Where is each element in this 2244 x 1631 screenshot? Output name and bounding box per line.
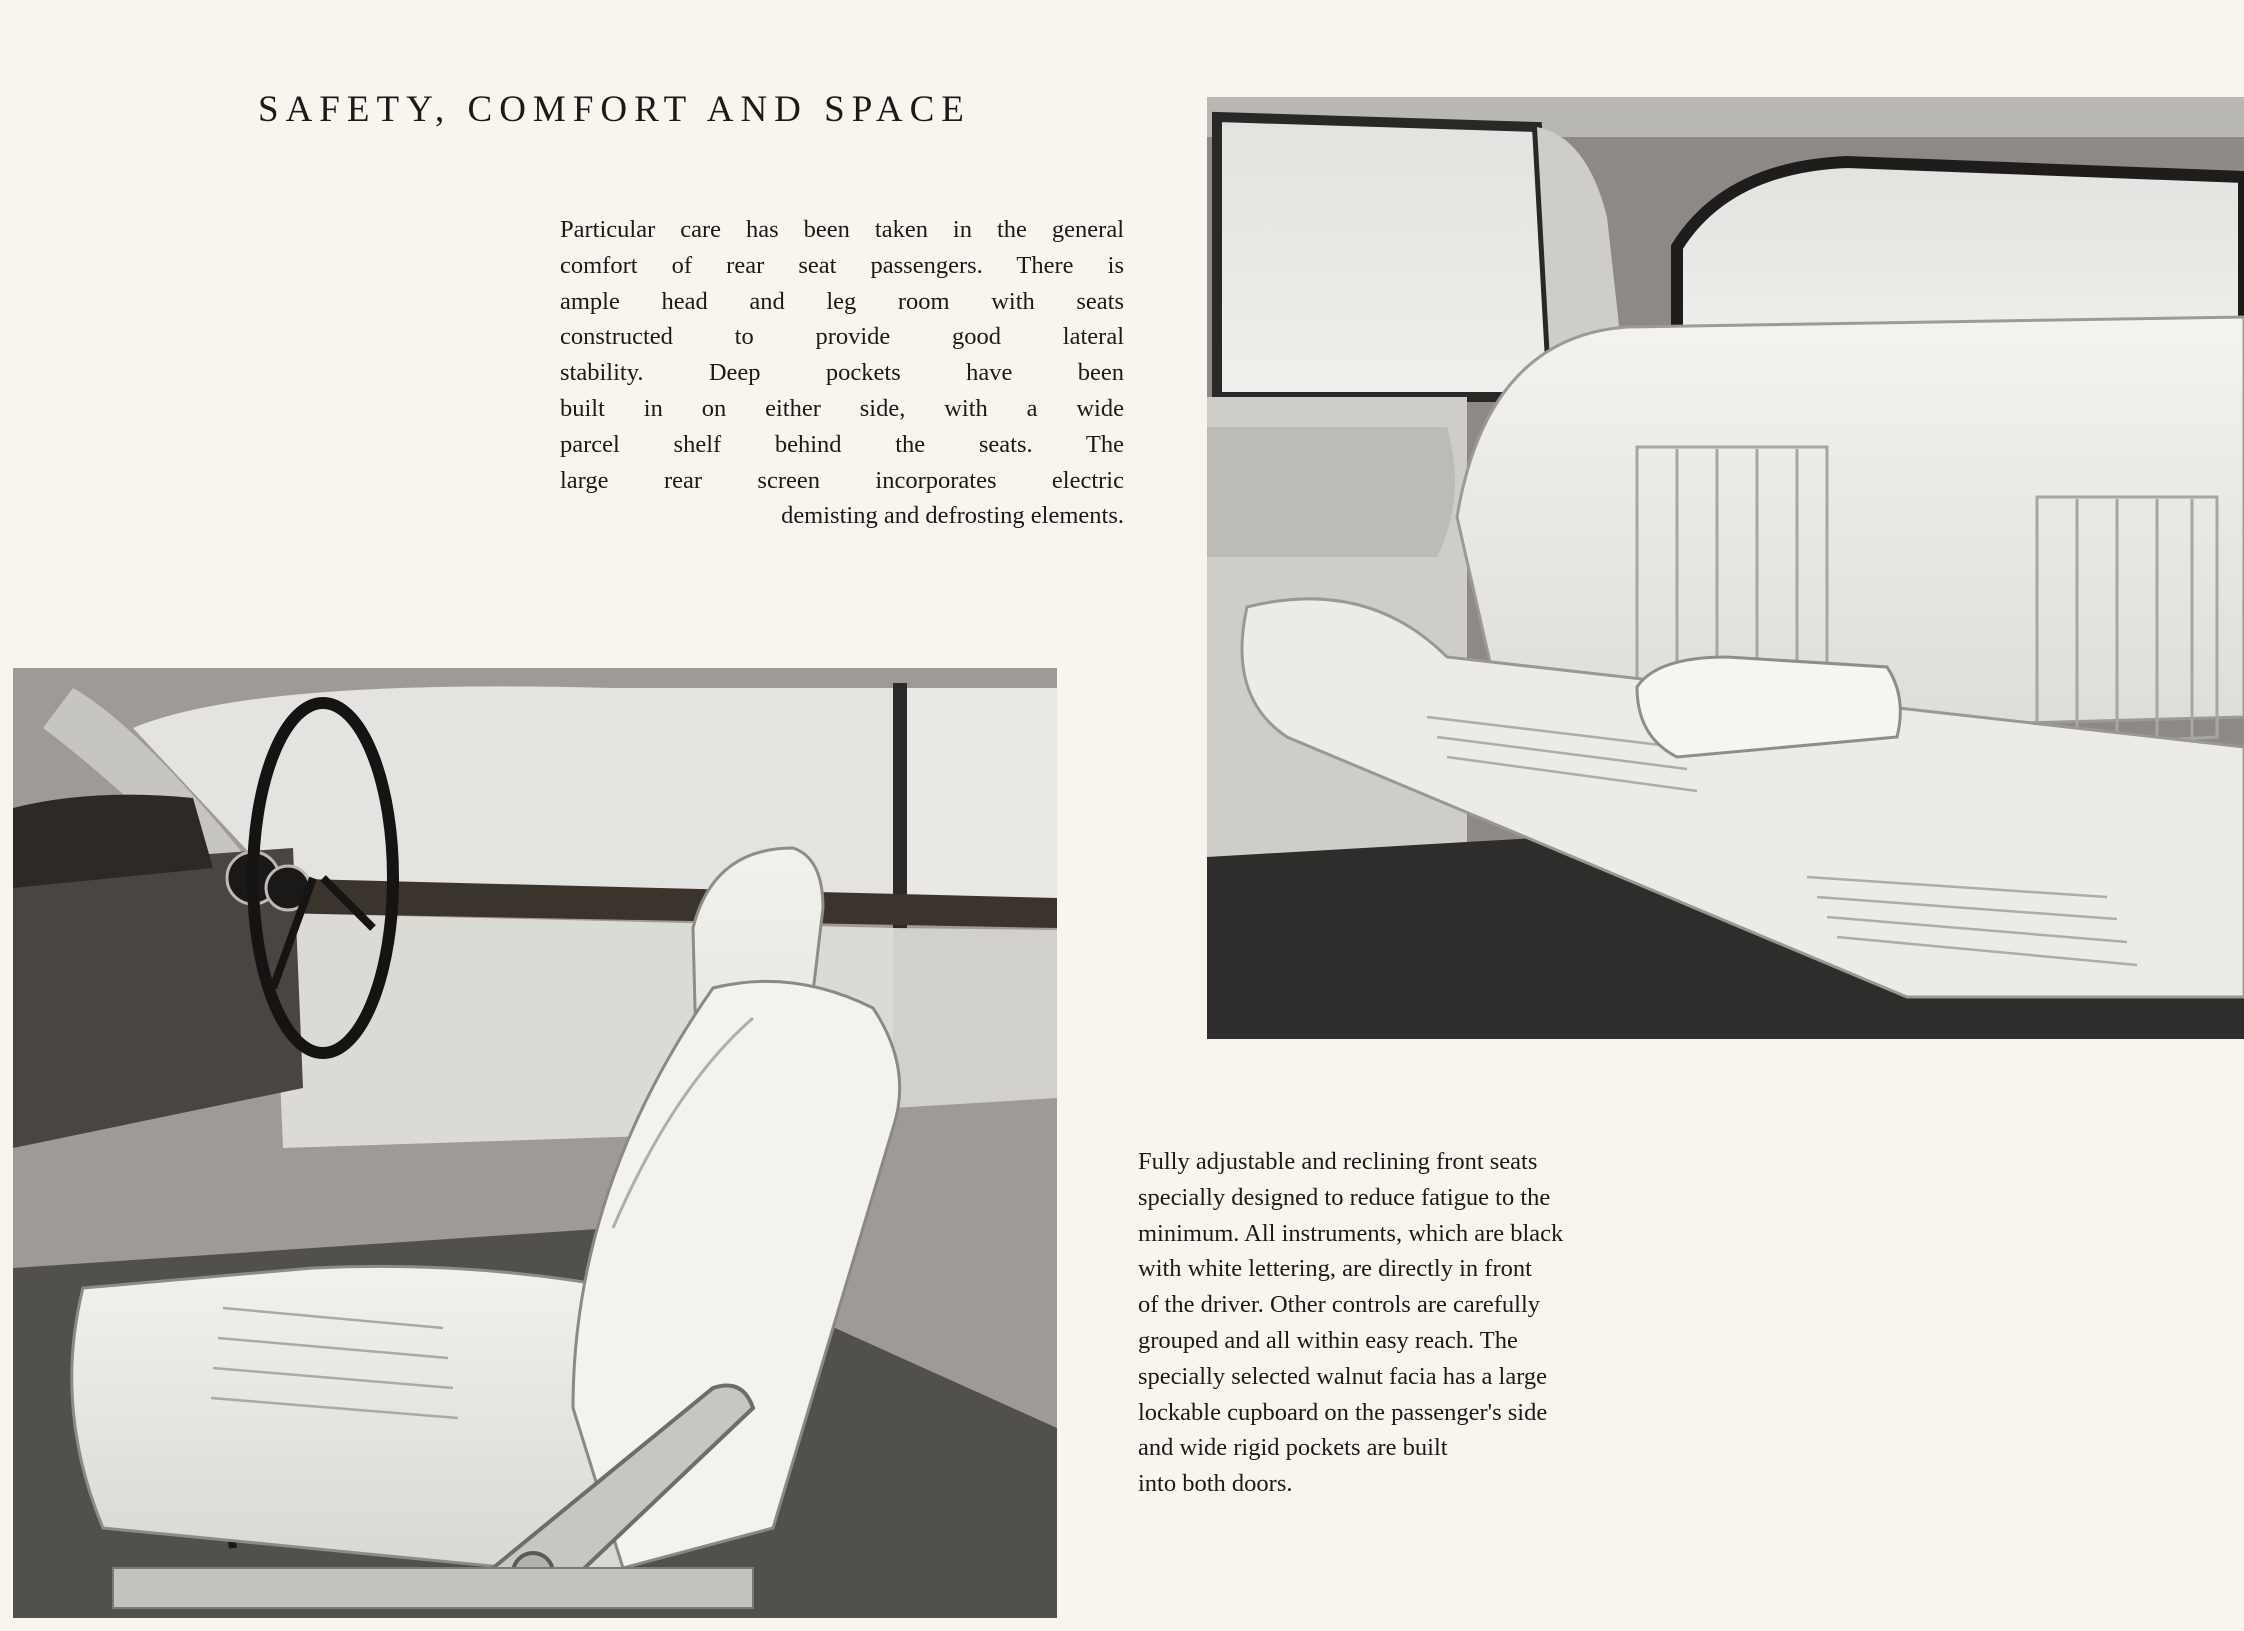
text-line: grouped and all within easy reach. The — [1138, 1326, 1518, 1354]
rear-seat-photo — [1207, 97, 2244, 1039]
text-line: minimum. All instruments, which are black — [1138, 1219, 1564, 1247]
text-line: of the driver. Other controls are carefully — [1138, 1291, 1541, 1319]
text-line: demisting and defrosting elements. — [781, 502, 1124, 530]
text-line: Particular care has been taken in the general — [560, 216, 1124, 243]
text-line: comfort of rear seat passengers. There is — [560, 251, 1124, 279]
text-line: built in on either side, with a wide — [560, 394, 1124, 422]
text-line: ample head and leg room with seats — [560, 287, 1124, 315]
text-line: into both doors. — [1138, 1470, 1293, 1498]
front-seat-photo — [13, 668, 1057, 1618]
text-line: large rear screen incorporates electric — [560, 466, 1124, 494]
rear-seat-illustration — [1207, 97, 2244, 1039]
front-seat-illustration — [13, 668, 1057, 1618]
text-line: stability. Deep pockets have been — [560, 359, 1124, 387]
text-line: and wide rigid pockets are built — [1138, 1434, 1448, 1462]
text-line: lockable cupboard on the passenger's side — [1138, 1398, 1548, 1426]
text-line: parcel shelf behind the seats. The — [560, 430, 1124, 458]
rear-seat-paragraph — [560, 212, 1124, 534]
text-line: specially selected walnut facia has a large — [1138, 1362, 1548, 1390]
text-line: constructed to provide good lateral — [560, 323, 1124, 351]
text-line: with white lettering, are directly in front — [1138, 1255, 1532, 1283]
text-line: specially designed to reduce fatigue to the — [1138, 1183, 1551, 1211]
page-title: SAFETY, COMFORT AND SPACE — [258, 89, 971, 130]
front-seat-paragraph — [1138, 1144, 1738, 1502]
text-line: Fully adjustable and reclining front seats — [1138, 1148, 1538, 1175]
